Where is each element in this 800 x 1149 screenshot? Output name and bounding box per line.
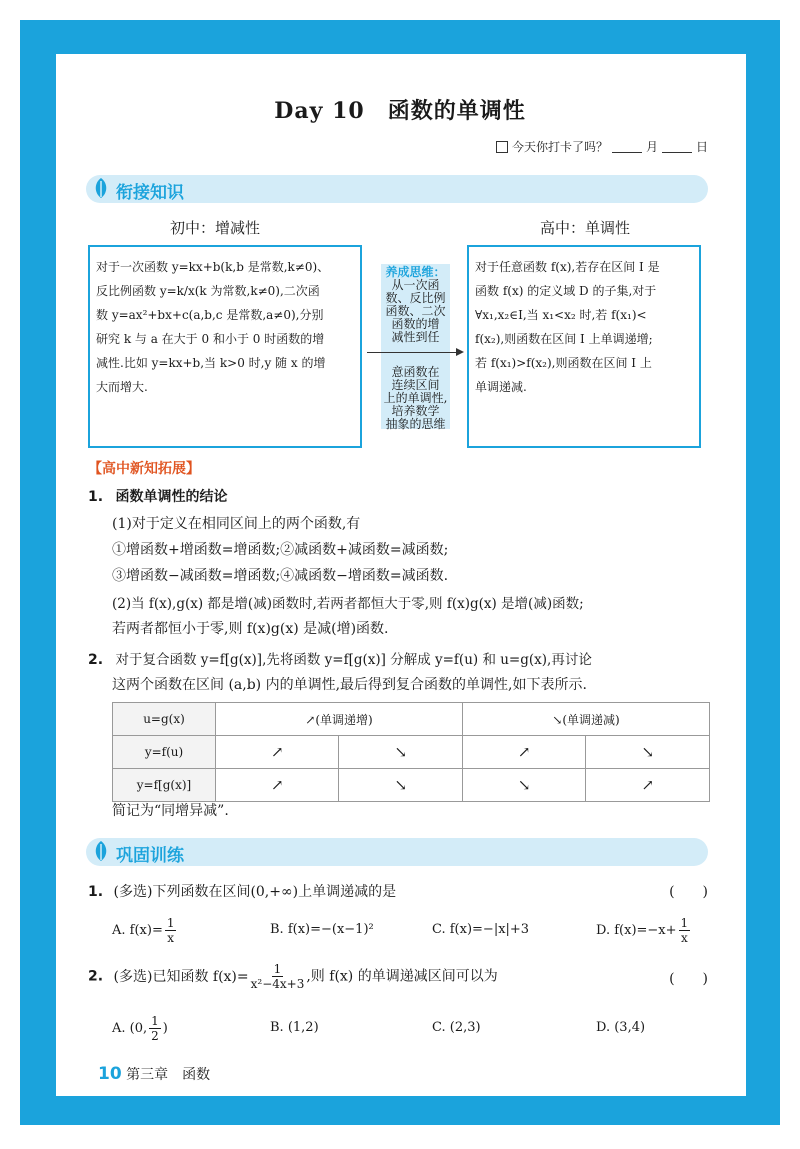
table-cell: y=f[g(x)] — [113, 769, 216, 802]
table-cell: ↘ — [339, 736, 463, 769]
section-label-bridge: 衔接知识 — [116, 183, 184, 203]
bridge-line: 减性到任 — [391, 330, 440, 344]
frame-right — [746, 20, 780, 1125]
junior-line: 对于一次函数 y=kx+b(k,b 是常数,k≠0)、 — [96, 260, 330, 274]
frame-left — [20, 20, 56, 1125]
ext-line: 对于复合函数 y=f[g(x)],先将函数 y=f[g(x)] 分解成 y=f(u) 和 u=g(x),再讨论 — [115, 652, 592, 668]
question-2 — [88, 962, 498, 991]
q2-option-a[interactable]: A. (0, $\frac{1}{2}$ ) — [112, 1014, 168, 1043]
question-number: 1. — [88, 884, 104, 900]
fraction: $\frac{1}{x}$ — [166, 916, 175, 945]
junior-heading: 初中：增减性 — [170, 219, 261, 237]
table-cell: ↘ — [339, 769, 463, 802]
bridge-line: 函数、二次 — [385, 304, 446, 318]
bridge-line: 从一次函 — [391, 278, 440, 292]
bridge-line: 函数的增 — [391, 317, 440, 331]
ext-line: ①增函数+增函数=增函数;②减函数+减函数=减函数; — [112, 542, 449, 558]
day-blank[interactable] — [662, 140, 692, 153]
ext-summary: 简记为“同增异减”. — [112, 803, 229, 819]
bridge-line: 意函数在 — [391, 365, 440, 379]
page-title: Day 10 函数的单调性 — [274, 98, 526, 124]
answer-blank[interactable]: ( ) — [669, 884, 708, 900]
extension-heading: 【高中新知拓展】 — [88, 461, 200, 477]
option-text: A. f(x)= — [112, 923, 163, 938]
composite-monotonicity-table — [112, 702, 710, 802]
fraction: $\frac{1}{\text{x²−4x+3}}$ — [250, 962, 305, 991]
table-cell: y=f(u) — [113, 736, 216, 769]
q1-option-d[interactable] — [596, 916, 692, 945]
table-row — [113, 703, 710, 736]
table-cell: ↗ — [586, 769, 710, 802]
senior-box — [467, 245, 701, 448]
table-cell: ↗(单调递增) — [216, 703, 463, 736]
page-number: 10 — [98, 1064, 122, 1084]
table-row — [113, 736, 710, 769]
question-text: (多选)已知函数 f(x)= — [113, 968, 249, 985]
month-label: 月 — [645, 140, 658, 154]
table-cell: ↗ — [216, 769, 339, 802]
option-text: A. (0, — [112, 1021, 148, 1036]
junior-line: 数 y=ax²+bx+c(a,b,c 是常数,a≠0),分别 — [96, 308, 324, 322]
leaf-icon — [92, 177, 110, 199]
checkin-text: 今天你打卡了吗？ — [511, 140, 608, 154]
senior-line: 函数 f(x) 的定义域 D 的子集,对于 — [475, 284, 657, 298]
question-text: (多选)下列函数在区间(0,+∞)上单调递减的是 — [113, 884, 397, 900]
ext-line: ③增函数−减函数=增函数;④减函数−增函数=减函数. — [112, 568, 449, 584]
frame-bottom — [20, 1096, 780, 1125]
fraction: $\frac{1}{x}$ — [680, 916, 689, 945]
bridge-line: 抽象的思维 — [385, 417, 446, 431]
leaf-icon — [92, 840, 110, 862]
ext-line: (2)当 f(x),g(x) 都是增(减)函数时,若两者都恒大于零,则 f(x)g(x) 是增(减)函数; — [112, 596, 584, 612]
checkin-row — [496, 138, 708, 155]
question-1 — [88, 881, 396, 901]
bridge-label: 养成思维： — [385, 265, 446, 279]
chapter-label: 第三章 函数 — [126, 1067, 211, 1083]
ext-line: 若两者都恒小于零,则 f(x)g(x) 是减(增)函数. — [112, 621, 389, 637]
day-label: 日 — [695, 140, 708, 154]
junior-box — [88, 245, 362, 448]
month-blank[interactable] — [612, 140, 642, 153]
bridge-line: 培养数学 — [391, 404, 440, 418]
table-cell: ↘ — [586, 736, 710, 769]
answer-blank[interactable]: ( ) — [669, 971, 708, 987]
q1-option-c[interactable]: C. f(x)=−|x|+3 — [432, 922, 530, 937]
senior-line: f(x₂),则函数在区间 I 上单调递增; — [475, 332, 653, 346]
ext-item1-title — [88, 486, 228, 506]
page-footer — [98, 1064, 210, 1084]
frame-top — [20, 20, 780, 54]
table-row — [113, 769, 710, 802]
checkin-checkbox[interactable] — [496, 141, 508, 153]
bridge-note — [381, 264, 450, 429]
q2-option-c[interactable]: C. (2,3) — [432, 1020, 481, 1035]
question-number: 2. — [88, 968, 104, 985]
option-text: D. f(x)=−x+ — [596, 923, 677, 938]
fraction: $\frac{1}{2}$ — [151, 1014, 159, 1043]
senior-line: 单调递减. — [475, 380, 527, 394]
item-number: 2. — [88, 652, 104, 668]
junior-line: 大而增大. — [96, 380, 148, 394]
ext-item2 — [88, 648, 592, 668]
q1-option-b[interactable]: B. f(x)=−(x−1)² — [270, 922, 374, 937]
item-title: 函数单调性的结论 — [115, 489, 228, 505]
senior-line: ∀x₁,x₂∈I,当 x₁<x₂ 时,若 f(x₁)< — [475, 308, 647, 322]
senior-heading: 高中：单调性 — [540, 219, 631, 237]
section-bar-bridge — [86, 175, 708, 203]
item-number: 1. — [88, 489, 104, 505]
q2-option-d[interactable]: D. (3,4) — [596, 1020, 646, 1035]
arrow-right-icon — [456, 348, 464, 356]
ext-line: (1)对于定义在相同区间上的两个函数,有 — [112, 516, 361, 532]
senior-line: 对于任意函数 f(x),若存在区间 I 是 — [475, 260, 660, 274]
table-cell: ↘(单调递减) — [462, 703, 709, 736]
section-label-practice: 巩固训练 — [116, 846, 184, 866]
q2-option-b[interactable]: B. (1,2) — [270, 1020, 319, 1035]
section-bar-practice — [86, 838, 708, 866]
question-text: ,则 f(x) 的单调递减区间可以为 — [306, 968, 498, 985]
senior-line: 若 f(x₁)>f(x₂),则函数在区间 I 上 — [475, 356, 652, 370]
bridge-arrow-line — [367, 352, 457, 353]
junior-line: 研究 k 与 a 在大于 0 和小于 0 时函数的增 — [96, 332, 325, 346]
ext-line: 这两个函数在区间 (a,b) 内的单调性,最后得到复合函数的单调性,如下表所示. — [112, 677, 587, 693]
table-cell: u=g(x) — [113, 703, 216, 736]
table-cell: ↗ — [462, 736, 585, 769]
bridge-line: 数、反比例 — [385, 291, 446, 305]
bridge-line: 上的单调性, — [383, 391, 448, 405]
table-cell: ↘ — [462, 769, 585, 802]
q1-option-a[interactable] — [112, 916, 178, 945]
junior-line: 减性.比如 y=kx+b,当 k>0 时,y 随 x 的增 — [96, 356, 326, 370]
junior-line: 反比例函数 y=k/x(k 为常数,k≠0),二次函 — [96, 284, 320, 298]
table-cell: ↗ — [216, 736, 339, 769]
bridge-line: 连续区间 — [391, 378, 440, 392]
